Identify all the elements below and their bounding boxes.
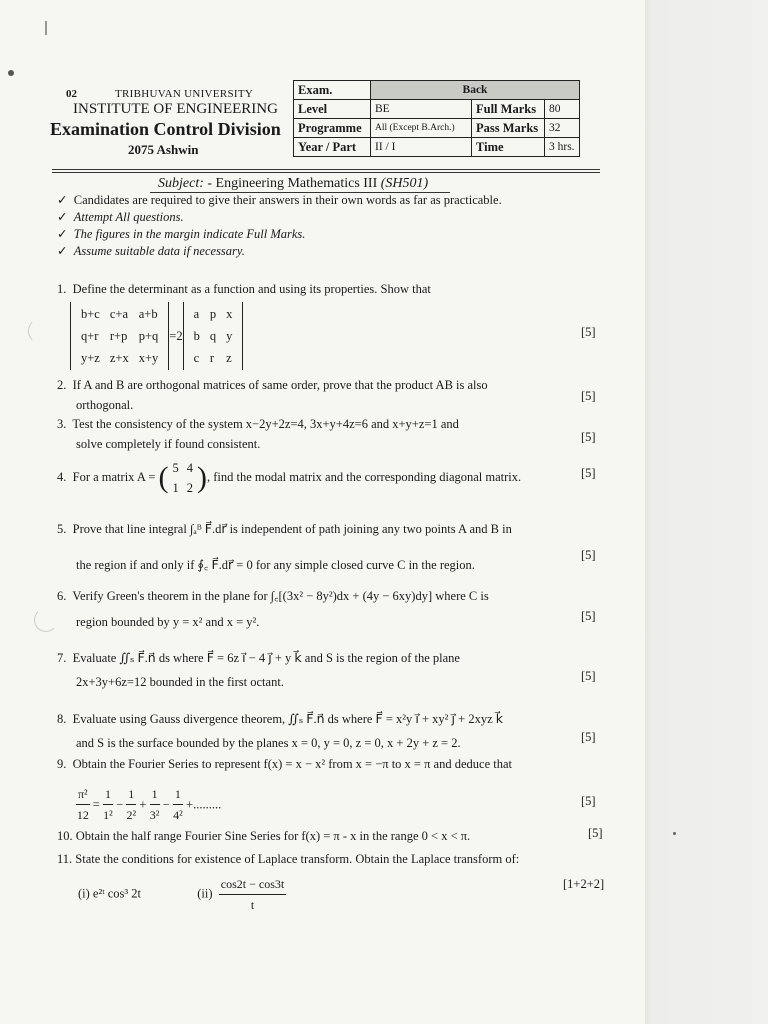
exam-type: Back bbox=[371, 81, 580, 100]
level-label: Level bbox=[294, 100, 371, 119]
marks-q2: [5] bbox=[581, 389, 596, 403]
top-rule-2 bbox=[52, 172, 600, 173]
part-i: (i) e²ᵗ cos³ 2t bbox=[78, 886, 141, 901]
pen-mark: ǀ bbox=[44, 18, 49, 40]
question-text: Define the determinant as a function and using its properties. Show that bbox=[72, 282, 431, 296]
subject-code: (SH501) bbox=[380, 176, 429, 191]
instruction-item: ✓ Candidates are required to give their answers in their own words as far as practicable. bbox=[57, 193, 502, 207]
division-name: Examination Control Division bbox=[50, 119, 281, 139]
marks-q11: [1+2+2] bbox=[563, 877, 605, 891]
fourier-series-identity bbox=[76, 784, 221, 825]
question-6: 6. Verify Green's theorem in the plane for ∫꜀[(3x² − 8y²)dx + (4y − 6xy)dy] where C is region bounded by y = x² and x = y². bbox=[57, 589, 489, 629]
marks-q9: [5] bbox=[581, 794, 596, 808]
pass-marks-label: Pass Marks bbox=[472, 119, 545, 138]
part-ii-label: (ii) bbox=[197, 886, 213, 901]
determinant-entry: a+b bbox=[138, 307, 158, 321]
programme-value: All (Except B.Arch.) bbox=[371, 119, 472, 138]
instructions-list bbox=[57, 192, 502, 260]
programme-label: Programme bbox=[294, 119, 371, 138]
determinant-entry: c+a bbox=[109, 307, 129, 321]
question-1: 1. Define the determinant as a function and using its properties. Show that bbox=[57, 282, 431, 296]
determinant-equation bbox=[70, 302, 243, 370]
series-term: $\frac{1}{\text{2²}}$ bbox=[126, 784, 136, 825]
series-operator: − bbox=[159, 797, 173, 812]
determinant-entry: z+x bbox=[109, 351, 129, 365]
scan-speck bbox=[8, 70, 14, 76]
full-marks-label: Full Marks bbox=[472, 100, 545, 119]
marks-q4: [5] bbox=[581, 466, 596, 480]
scan-background bbox=[645, 0, 768, 1024]
question-11: 11. State the conditions for existence of Laplace transform. Obtain the Laplace transform of: bbox=[57, 852, 520, 866]
pass-marks-value: 32 bbox=[545, 119, 580, 138]
question-4: 4. For a matrix A = ( 5 4 1 2 ), find the modal matrix and the corresponding diagonal matrix. bbox=[57, 458, 521, 498]
question-5: 5. Prove that line integral ∫ₐᴮ F⃗.dr⃗ is independent of path joining any two points A and B in the region if and only if ∮꜀ F⃗.dr⃗ = 0 for any simple closed curve C in the region. bbox=[57, 522, 512, 572]
question-2: 2. If A and B are orthogonal matrices of same order, prove that the product AB is also orthogonal. bbox=[57, 378, 488, 412]
level-value: BE bbox=[371, 100, 472, 119]
time-value: 3 hrs. bbox=[545, 138, 580, 157]
question-9: 9. Obtain the Fourier Series to represent f(x) = x − x² from x = −π to x = π and deduce that bbox=[57, 757, 512, 771]
marks-q3: [5] bbox=[581, 430, 596, 444]
determinant-entry: q+r bbox=[81, 329, 99, 343]
marks-q8: [5] bbox=[581, 730, 596, 744]
scan-speck bbox=[673, 832, 676, 835]
determinant-entry: r+p bbox=[109, 329, 128, 343]
punch-hole-mark bbox=[34, 608, 58, 632]
paper-code: 02 bbox=[66, 88, 77, 100]
series-operator: = bbox=[89, 797, 103, 812]
series-term: $\frac{1}{\text{1²}}$ bbox=[103, 784, 113, 825]
matrix-entry: 4 bbox=[186, 461, 193, 475]
marks-q7: [5] bbox=[581, 669, 596, 683]
series-term: $\frac{1}{\text{3²}}$ bbox=[150, 784, 160, 825]
year-part-label: Year / Part bbox=[294, 138, 371, 157]
question-8: 8. Evaluate using Gauss divergence theorem, ∬ₛ F⃗.n⃗ ds where F⃗ = x²y i⃗ + xy² j⃗ + 2xyz k⃗ and S is the surface bounded by the planes x = 0, y = 0, z = 0, x + 2y + z = 2. bbox=[57, 712, 503, 750]
determinant-rhs bbox=[183, 302, 244, 370]
determinant-entry: c bbox=[193, 351, 200, 365]
determinant-entry: r bbox=[209, 351, 215, 365]
series-term: $\frac{1}{\text{4²}}$ bbox=[173, 784, 183, 825]
marks-q1: [5] bbox=[581, 325, 596, 339]
matrix-entry: 1 bbox=[172, 481, 179, 495]
series-term: $\frac{\text{π²}}{12}$ bbox=[76, 784, 90, 825]
marks-q10: [5] bbox=[588, 826, 603, 840]
series-operator: +......... bbox=[182, 797, 222, 812]
year-part-value: II / I bbox=[371, 138, 472, 157]
instruction-item: ✓ Attempt All questions. bbox=[57, 210, 184, 224]
determinant-lhs bbox=[70, 302, 169, 370]
determinant-entry: y bbox=[226, 329, 233, 343]
determinant-entry: z bbox=[226, 351, 232, 365]
university-name: TRIBHUVAN UNIVERSITY bbox=[115, 88, 254, 100]
determinant-entry: p bbox=[209, 307, 217, 321]
subject-line bbox=[158, 176, 428, 192]
determinant-entry: q bbox=[209, 329, 217, 343]
subject-name: - Engineering Mathematics III bbox=[207, 176, 378, 191]
determinant-entry: x bbox=[226, 307, 233, 321]
exam-label: Exam. bbox=[294, 81, 371, 100]
subject-label: Subject: bbox=[158, 176, 204, 191]
question-11-parts bbox=[78, 874, 286, 915]
series-operator: + bbox=[136, 797, 150, 812]
determinant-entry: x+y bbox=[138, 351, 159, 365]
time-label: Time bbox=[472, 138, 545, 157]
question-10: 10. Obtain the half range Fourier Sine Series for f(x) = π - x in the range 0 < x < π. bbox=[57, 829, 471, 843]
determinant-entry: p+q bbox=[138, 329, 159, 343]
question-7: 7. Evaluate ∬ₛ F⃗.n⃗ ds where F⃗ = 6z i⃗ − 4 j⃗ + y k⃗ and S is the region of the plane 2x+3y+6z=12 bounded in the first octant. bbox=[57, 651, 460, 689]
matrix-a bbox=[169, 458, 198, 498]
instruction-item: ✓ The figures in the margin indicate Full Marks. bbox=[57, 227, 306, 241]
exam-session: 2075 Ashwin bbox=[128, 142, 199, 157]
part-ii-fraction: $\frac{\cos 2t - \cos 3t}{t}$ bbox=[219, 874, 286, 915]
matrix-entry: 2 bbox=[186, 481, 193, 495]
determinant-entry: y+z bbox=[81, 351, 100, 365]
exam-info-table bbox=[293, 80, 580, 157]
punch-hole-mark bbox=[28, 318, 54, 344]
matrix-entry: 5 bbox=[172, 461, 179, 475]
series-operator: − bbox=[112, 797, 127, 812]
determinant-entry: b bbox=[193, 329, 200, 343]
top-rule bbox=[52, 169, 600, 170]
equals-factor: =2 bbox=[169, 329, 183, 343]
full-marks-value: 80 bbox=[545, 100, 580, 119]
marks-q5: [5] bbox=[581, 548, 596, 562]
determinant-entry: a bbox=[193, 307, 200, 321]
marks-q6: [5] bbox=[581, 609, 596, 623]
instruction-item: ✓ Assume suitable data if necessary. bbox=[57, 244, 245, 258]
institute-name: INSTITUTE OF ENGINEERING bbox=[73, 101, 278, 117]
determinant-entry: b+c bbox=[81, 307, 100, 321]
question-3: 3. Test the consistency of the system x−2y+2z=4, 3x+y+4z=6 and x+y+z=1 and solve completely if found consistent. bbox=[57, 417, 459, 451]
